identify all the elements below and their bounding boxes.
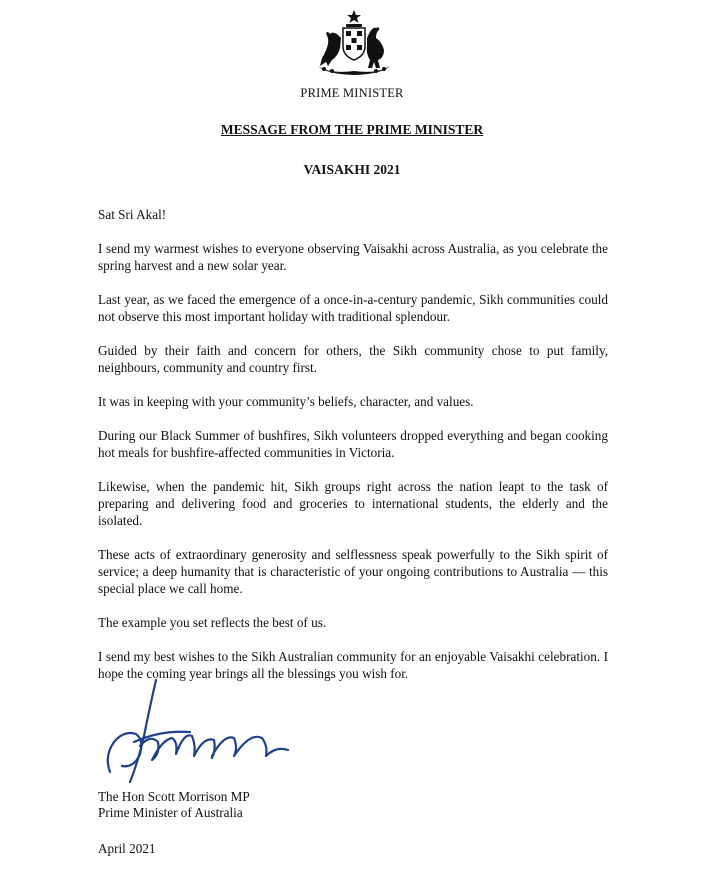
signatory-name: The Hon Scott Morrison MP <box>98 789 250 804</box>
paragraph: Last year, as we faced the emergence of a once-in-a-century pandemic, Sikh communities could not observe this most important holiday with traditional splendour. <box>98 292 608 324</box>
letter-body <box>98 206 608 699</box>
paragraph: I send my best wishes to the Sikh Australian community for an enjoyable Vaisakhi celebration. I hope the coming year brings all the blessings you wish for. <box>98 649 608 681</box>
paragraph: I send my warmest wishes to everyone observing Vaisakhi across Australia, as you celebrate the spring harvest and a new solar year. <box>98 241 608 273</box>
paragraph: During our Black Summer of bushfires, Sikh volunteers dropped everything and began cooking hot meals for bushfire-affected communities in Victoria. <box>98 428 608 460</box>
coat-of-arms-icon <box>310 8 398 76</box>
salutation: Sat Sri Akal! <box>98 207 167 222</box>
office-title: PRIME MINISTER <box>300 86 404 100</box>
paragraph: The example you set reflects the best of us. <box>98 615 327 630</box>
paragraph: It was in keeping with your community’s beliefs, character, and values. <box>98 394 474 409</box>
paragraph: Likewise, when the pandemic hit, Sikh groups right across the nation leapt to the task of preparing and delivering food and groceries to international students, the elderly and the isolated. <box>98 479 608 528</box>
handwritten-signature-icon <box>100 676 290 788</box>
paragraph: These acts of extraordinary generosity and selflessness speak powerfully to the Sikh spirit of service; a deep humanity that is characteristic of your ongoing contributions to Australia — this special place we call home. <box>98 547 608 596</box>
signoff <box>98 789 250 821</box>
paragraph: Guided by their faith and concern for others, the Sikh community chose to put family, neighbours, community and country first. <box>98 343 608 375</box>
page-title: MESSAGE FROM THE PRIME MINISTER <box>220 122 484 137</box>
letter-date: April 2021 <box>98 841 156 856</box>
signatory-title: Prime Minister of Australia <box>98 805 243 820</box>
page-subtitle: VAISAKHI 2021 <box>303 162 401 177</box>
